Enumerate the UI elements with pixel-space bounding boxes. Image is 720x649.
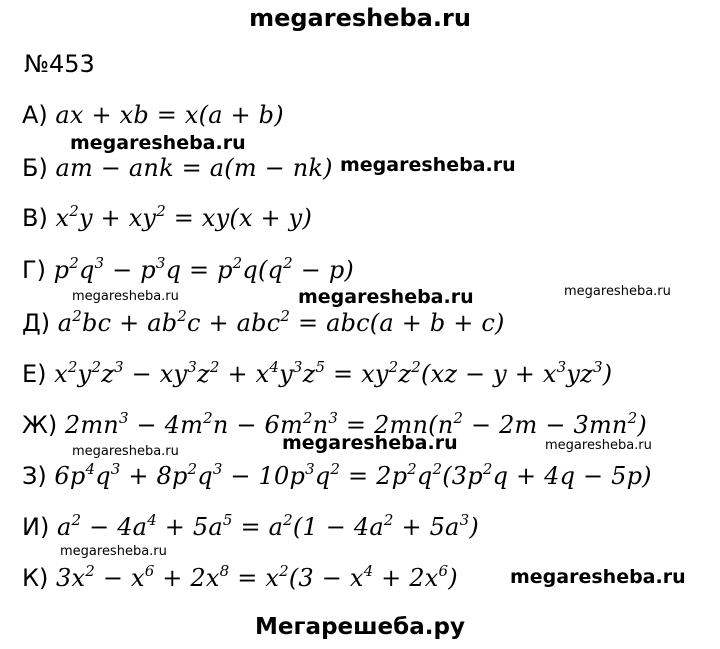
equation-row-v xyxy=(22,204,312,232)
watermark: megaresheba.ru xyxy=(70,132,246,154)
equation-formula: $a^2bc + ab^2c + abc^2 = abc(a + b + c)$ xyxy=(57,307,505,337)
equation-label: Ж) xyxy=(22,411,58,439)
equation-row-z xyxy=(22,462,652,490)
equation-row-i xyxy=(22,513,479,541)
watermark: megaresheba.ru xyxy=(340,154,516,176)
equation-label: И) xyxy=(22,513,50,541)
equation-formula: $p^2q^3 - p^3q = p^2q(q^2 - p)$ xyxy=(53,254,354,284)
watermark: megaresheba.ru xyxy=(60,544,167,559)
watermark: megaresheba.ru xyxy=(72,444,179,459)
watermark: megaresheba.ru xyxy=(545,438,652,453)
equation-formula: am − ank = a(m − nk) xyxy=(55,154,333,182)
equation-label: Б) xyxy=(22,154,48,182)
problem-number: №453 xyxy=(24,50,95,78)
equation-label: Е) xyxy=(22,360,47,388)
equation-formula: $6p^4q^3 + 8p^2q^3 - 10p^3q^2 = 2p^2q^2(3p^2q + 4q - 5p)$ xyxy=(54,460,652,490)
site-footer: Мегарешеба.ру xyxy=(255,614,465,640)
equation-formula: ax + xb = x(a + b) xyxy=(55,101,284,129)
equation-row-b xyxy=(22,154,333,182)
watermark: megaresheba.ru xyxy=(298,286,474,308)
equation-label: К) xyxy=(22,564,49,592)
equation-formula: $x^2y + xy^2 = xy(x + y)$ xyxy=(55,202,313,232)
equation-formula: $3x^2 - x^6 + 2x^8 = x^2(3 - x^4 + 2x^6)$ xyxy=(56,562,458,592)
equation-label: Д) xyxy=(22,309,51,337)
equation-row-e xyxy=(22,360,612,388)
site-header: megaresheba.ru xyxy=(249,4,471,32)
equation-label: Г) xyxy=(22,256,46,284)
equation-label: З) xyxy=(22,462,47,490)
equation-label: А) xyxy=(22,101,48,129)
equation-row-d xyxy=(22,309,505,337)
equation-formula: $a^2 - 4a^4 + 5a^5 = a^2(1 - 4a^2 + 5a^3)$ xyxy=(56,511,479,541)
equation-label: В) xyxy=(22,204,48,232)
equation-formula: $2mn^3 - 4m^2n - 6m^2n^3 = 2mn(n^2 - 2m - 3mn^2)$ xyxy=(64,409,647,439)
watermark: megaresheba.ru xyxy=(282,432,458,454)
watermark: megaresheba.ru xyxy=(564,284,671,299)
watermark: megaresheba.ru xyxy=(72,289,179,304)
equation-row-a xyxy=(22,101,284,129)
watermark: megaresheba.ru xyxy=(510,566,686,588)
equation-row-g xyxy=(22,256,354,284)
equation-formula: $x^2y^2z^3 - xy^3z^2 + x^4y^3z^5 = xy^2z^2(xz - y + x^3yz^3)$ xyxy=(54,358,613,388)
equation-row-k xyxy=(22,564,458,592)
